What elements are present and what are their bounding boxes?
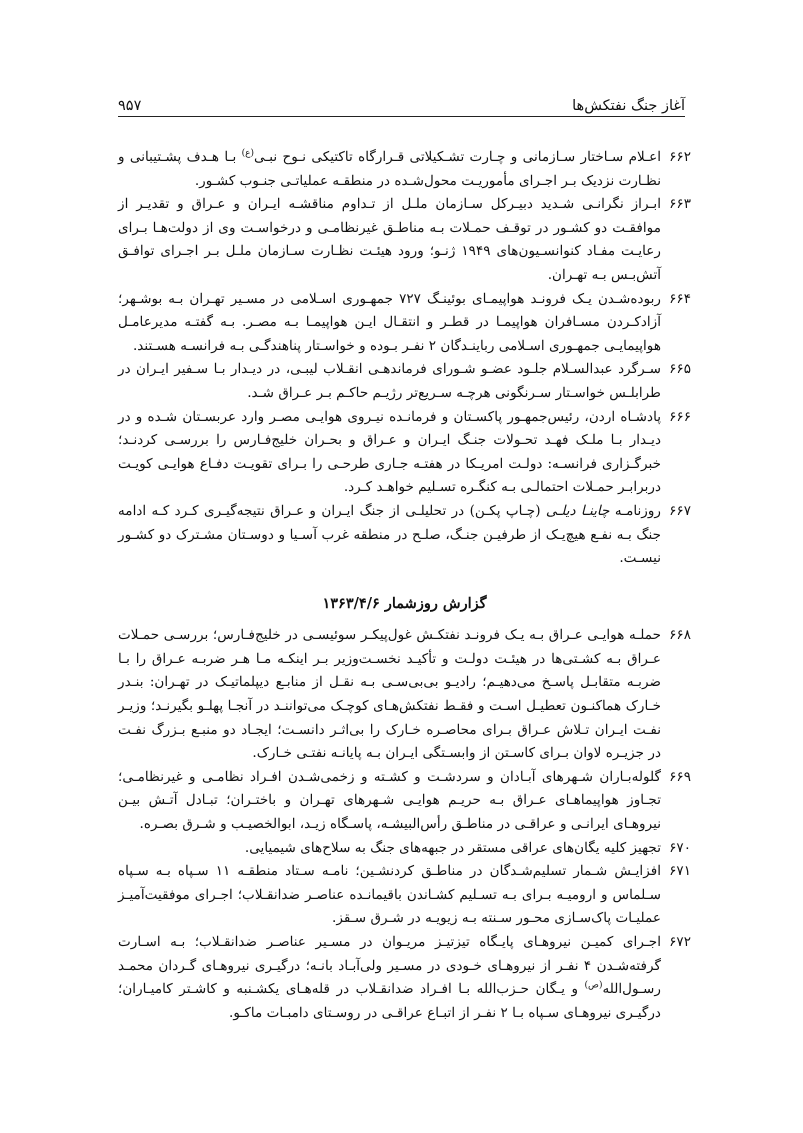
entry-number: ۶۶۹ <box>669 768 691 785</box>
entry-text: افزایـش شـمار تسلیم‌شـدگان در مناطـق کردنشـین؛ نامـه سـتاد منطقـه ۱۱ سـپاه بـه سـپاه سـلماس و ارومیـه بـرای بـه تسـلیم کشـاندن باقیمانـده عناصـر ضدانقـلاب؛ اجـرای موفقیت‌آمیـز عملیـات پاک‌سـازی محـور سـنته بـه زیویـه در شـرق سـقز. <box>118 863 661 927</box>
entry-number: ۶۶۷ <box>669 502 691 519</box>
entry-number: ۶۶۸ <box>669 627 691 644</box>
entry-text: پادشـاه اردن، رئیس‌جمهـور پاکسـتان و فرمانـده نیـروی هوایـی مصـر وارد عربسـتان شـده و در دیـدار بـا ملـک فهـد تحـولات جنـگ ایـران و عـراق و بحـران خلیج‌فـارس را بررسـی کردنـد؛ خبرگـزاری فرانسـه: دولـت امریـکا در هفتـه جـاری طرحـی را بـرای تقویـت دفـاع هوایـی کویـت دربرابـر حمـلات احتمالـی بـه کنگـره تسـلیم خواهـد کـرد. <box>118 408 661 496</box>
honorific-superscript: (ع) <box>241 148 254 159</box>
entry-670 <box>118 837 691 861</box>
entry-663 <box>118 193 691 287</box>
entry-number: ۶۶۳ <box>669 196 691 213</box>
entry-671 <box>118 860 691 931</box>
document-body <box>118 146 691 1025</box>
header-title: آغاز جنگ نفتکش‌ها <box>572 98 685 114</box>
entry-672 <box>118 931 691 1025</box>
entry-664 <box>118 288 691 359</box>
entry-669 <box>118 766 691 837</box>
entry-668 <box>118 624 691 766</box>
header-divider <box>118 116 685 117</box>
entry-text: گلوله‌بـاران شـهرهای آبـادان و سردشـت و کشـته و زخمی‌شـدن افـراد نظامـی و غیرنظامـی؛ تجـاوز هواپیماهـای عـراق بـه حریـم هوایـی شـهرهای تهـران و باختـران؛ تبـادل آتـش بیـن نیروهـای ایرانـی و عراقـی در مناطـق رأس‌البیشـه، پاسـگاه زیـد، ابوالخصیـب و شـرق بصـره. <box>118 768 661 833</box>
entry-number: ۶۶۵ <box>669 361 691 378</box>
entry-662 <box>118 146 691 193</box>
entry-number: ۶۷۱ <box>669 863 691 880</box>
entry-number: ۶۷۰ <box>669 839 691 856</box>
entry-text: اعـلام سـاختار سـازمانی و چـارت تشـکیلاتی قـرارگاه تاکتیکی نـوح نبـی$^{(ع)}$ بـا هـدف پشـتیبانی و نظـارت نزدیک بـر اجـرای مأموریـت محول‌شـده در منطقـه عملیاتـی جنـوب کشـور. <box>118 148 661 189</box>
entry-667 <box>118 500 691 571</box>
section-title: گزارش روزشمار ۱۳۶۳/۴/۶ <box>322 594 487 612</box>
entry-text: سـرگرد عبدالسـلام جلـود عضـو شـورای فرماندهـی انقـلاب لیبـی، در دیـدار بـا سـفیر ایـران در طرابلـس خواسـتار سـرنگونی هرچـه سـریع‌تر رژیـم حاکـم بـر عـراق شـد. <box>118 361 661 401</box>
running-header <box>118 90 685 114</box>
newspaper-name: چاینـا دیلـی <box>545 502 610 519</box>
entry-text: حملـه هوایـی عـراق بـه یـک فرونـد نفتکـش غول‌پیکـر سوئیسـی در خلیج‌فـارس؛ بررسـی حمـلات عـراق بـه کشـتی‌ها در هیئـت دولـت و تأکیـد نخسـت‌وزیر بـر اینکـه مـا هـر ضربـه عـراق را بـا ضربـه متقابـل پاسـخ می‌دهیـم؛ رادیـو بی‌بی‌سـی بـه نقـل از منابـع دیپلماتیـک در تهـران: بنـدر خـارک هماکنـون تعطیـل اسـت و فقـط نفتکش‌هـای کوچـک می‌تواننـد در آنجـا پهلـو بگیرنـد؛ وزیـر نفـت ایـران تـلاش عـراق بـرای محاصـره خـارک را بی‌اثـر دانسـت؛ ایجـاد دو منبـع بـزرگ نفـت در جزیـره لاوان بـرای کاسـتن از وابسـتگی ایـران بـه پایانـه نفتـی خـارک. <box>118 627 661 762</box>
entry-text: ابـراز نگرانـی شـدید دبیـرکل سـازمان ملـل از تـداوم مناقشـه ایـران و عـراق و تقدیـر از موافقـت دو کشـور در توقـف حمـلات بـه مناطـق غیرنظامـی و درخواسـت وی از دولت‌هـا بـرای رعایـت مفـاد کنوانسـیون‌های ۱۹۴۹ ژنـو؛ ورود هیئـت نظـارت سـازمان ملـل بـر اجـرای توافـق آتش‌بـس بـه تهـران. <box>118 196 661 283</box>
entry-number: ۶۷۲ <box>669 934 691 950</box>
entry-text: ربوده‌شـدن یـک فرونـد هواپیمـای بوئینـگ ۷۲۷ جمهـوری اسـلامی در مسـیر تهـران بـه بوشـهر؛ آزادکـردن مسـافران هواپیمـا در قطـر و انتقـال ایـن هواپیمـا بـه مصـر. بـه گفتـه مدیرعامـل هواپیمایـی جمهـوری اسـلامی رباینـدگان ۲ نفـر بـوده و خواسـتار پناهندگـی بـه فرانسـه هسـتند. <box>118 290 661 354</box>
entry-number: ۶۶۲ <box>669 149 691 165</box>
honorific-superscript: (ص) <box>584 980 603 991</box>
page-number: ۹۵۷ <box>118 98 142 114</box>
entry-666 <box>118 406 691 500</box>
entry-665 <box>118 358 691 405</box>
entry-number: ۶۶۶ <box>669 408 691 425</box>
entry-text: اجـرای کمیـن نیروهـای پایـگاه تیزتیـز مریـوان در مسـیر عناصـر ضدانقـلاب؛ بـه اسـارت گرفته‌شـدن ۴ نفـر از نیروهـای خـودی در مسـیر ولی‌آبـاد بانـه؛ درگیـری نیروهـای گـردان محمـد رسـول‌الله$^{(ص)}$ و یـگان حـزب‌الله بـا افـراد ضدانقـلاب در قله‌هـای یکشـنبه و کاشـتر کامیـاران؛ درگیـری نیروهـای سـپاه بـا ۲ نفـر از اتبـاع عراقـی در روسـتای دامبـات ماکـو. <box>118 934 661 1021</box>
entry-text: روزنامـه چاینـا دیلـی (چـاپ پکـن) در تحلیلـی از جنگ ایـران و عـراق نتیجه‌گیـری کـرد کـه ادامه جنگ بـه نفـع هیچ‌یـک از طرفیـن جنـگ، صلـح در منطقه غرب آسـیا و دوسـتان مشـترک دو کشـور نیسـت. <box>118 502 661 567</box>
entry-number: ۶۶۴ <box>669 290 691 307</box>
entry-text: تجهیز کلیه یگان‌های عراقی مستقر در جبهه‌های جنگ به سلاح‌های شیمیایی. <box>244 839 661 856</box>
